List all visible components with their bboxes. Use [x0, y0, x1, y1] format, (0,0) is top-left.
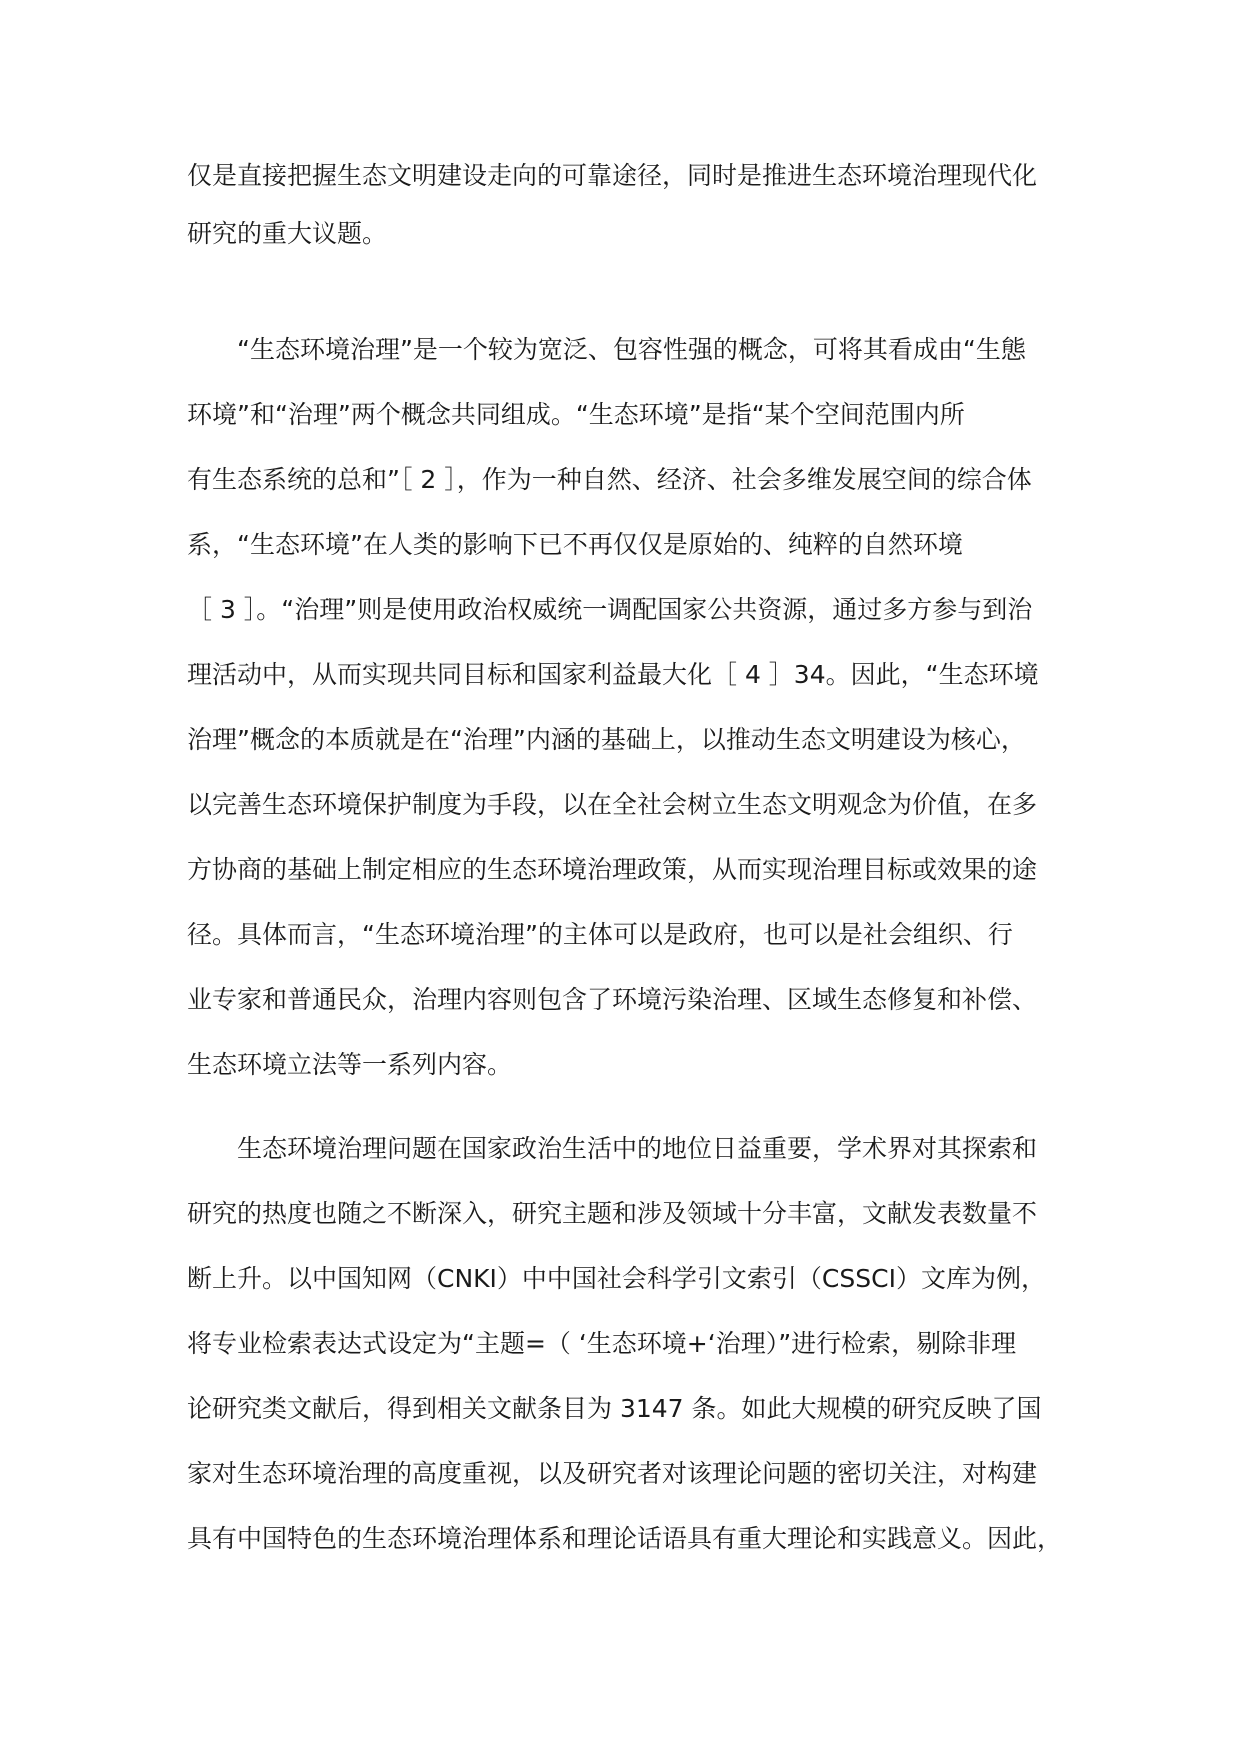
- text-line: “生态环境治理”是一个较为宽泛、包容性强的概念，可将其看成由“生態: [187, 335, 1026, 364]
- text-line: 生态环境治理问题在国家政治生活中的地位日益重要，学术界对其探索和: [187, 1134, 1038, 1163]
- text-line: 治理”概念的本质就是在“治理”内涵的基础上，以推动生态文明建设为核心，: [187, 725, 1026, 754]
- text-line: 径。具体而言，“生态环境治理”的主体可以是政府，也可以是社会组织、行: [187, 920, 1013, 949]
- text-line: 业专家和普通民众，治理内容则包含了环境污染治理、区域生态修复和补偿、: [187, 985, 1038, 1014]
- text-line: 具有中国特色的生态环境治理体系和理论话语具有重大理论和实践意义。因此，: [187, 1524, 1063, 1553]
- text-line: 环境”和“治理”两个概念共同组成。“生态环境”是指“某个空间范围内所: [187, 400, 965, 429]
- text-line: 论研究类文献后，得到相关文献条目为 3147 条。如此大规模的研究反映了国: [187, 1394, 1042, 1423]
- text-line: 将专业检索表达式设定为“主题=（ ‘生态环境+‘治理）”进行检索，剔除非理: [187, 1329, 1017, 1358]
- text-line: 研究的热度也随之不断深入，研究主题和涉及领域十分丰富，文献发表数量不: [187, 1199, 1038, 1228]
- text-line: 系，“生态环境”在人类的影响下已不再仅仅是原始的、纯粹的自然环境: [187, 530, 963, 559]
- text-line: 断上升。以中国知网（CNKI）中中国社会科学引文索引（CSSCI）文库为例，: [187, 1264, 1046, 1293]
- text-line: 理活动中，从而实现共同目标和国家利益最大化［ 4 ］34。因此，“生态环境: [187, 660, 1039, 689]
- text-line: 研究的重大议题。: [187, 219, 388, 248]
- text-line: 家对生态环境治理的高度重视，以及研究者对该理论问题的密切关注，对构建: [187, 1459, 1038, 1488]
- text-line: 仅是直接把握生态文明建设走向的可靠途径，同时是推进生态环境治理现代化: [187, 161, 1038, 190]
- text-line: 生态环境立法等一系列内容。: [187, 1050, 513, 1079]
- text-line: 方协商的基础上制定相应的生态环境治理政策，从而实现治理目标或效果的途: [187, 855, 1038, 884]
- text-line: 有生态系统的总和”［ 2 ］，作为一种自然、经济、社会多维发展空间的综合体: [187, 465, 1032, 494]
- text-line: 以完善生态环境保护制度为手段，以在全社会树立生态文明观念为价值，在多: [187, 790, 1038, 819]
- text-line: ［ 3 ］。“治理”则是使用政治权威统一调配国家公共资源，通过多方参与到治: [187, 595, 1033, 624]
